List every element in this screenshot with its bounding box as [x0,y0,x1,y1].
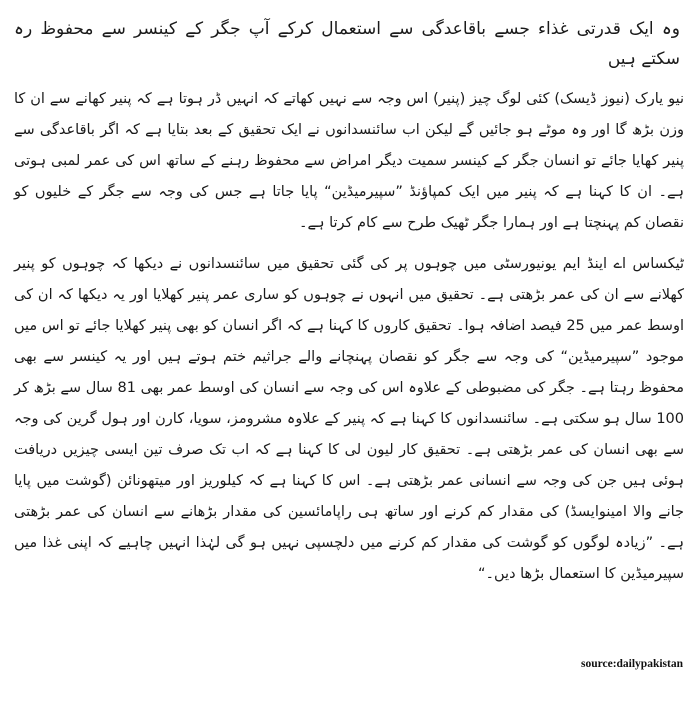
article-paragraph-2: ٹیکساس اے اینڈ ایم یونیورسٹی میں چوہوں پر کی گئی تحقیق میں سائنسدانوں نے دیکھا کہ چوہوں کو پنیر کھلانے سے ان کی عمر بڑھتی ہے۔ تحقیق میں انہوں نے چوہوں کو ساری عمر پنیر کھلایا اور یہ دیکھا کہ ان کی اوسط عمر میں 25 فیصد اضافہ ہوا۔ تحقیق کاروں کا کہنا ہے کہ اگر انسان کو بھی پنیر کھلایا جائے تو اس میں موجود ”سپیرمیڈین“ کی وجہ سے جگر کو نقصان پہنچانے والے جراثیم ختم ہوتے ہیں اور یہ کینسر سے بھی محفوظ رہتا ہے۔ جگر کی مضبوطی کے علاوہ اس کی وجہ سے انسان کی اوسط عمر بھی 81 سال سے بڑھ کر 100 سال ہو سکتی ہے۔ سائنسدانوں کا کہنا ہے کہ پنیر کے علاوہ مشرومز، سویا، کارن اور ہول گرین کی وجہ سے بھی انسان کی عمر بڑھتی ہے۔ تحقیق کار لیون لی کا کہنا ہے کہ اب تک صرف تین ایسی چیزیں دریافت ہوئی ہیں جن کی وجہ سے انسانی عمر بڑھتی ہے۔ اس کا کہنا ہے کہ کیلوریز اور میتھونائن (گوشت میں پایا جانے والا امینوایسڈ) کی مقدار کم کرنے اور ساتھ ہی راپامائسین کی مقدار بڑھانے سے انسان کی عمر بڑھتی ہے۔ ”زیادہ لوگوں کو گوشت کی مقدار کم کرنے میں دلچسپی نہیں ہو گی لہٰذا انہیں چاہیے کہ اپنی غذا میں سپیرمیڈین کا استعمال بڑھا دیں۔“ [14,256,685,582]
source-credit: source:dailypakistan [580,658,683,670]
article-paragraph-1: نیو یارک (نیوز ڈیسک) کئی لوگ چیز (پنیر) اس وجہ سے نہیں کھاتے کہ انہیں ڈر ہوتا ہے کہ پنیر کھانے سے ان کا وزن بڑھ گا اور وہ موٹے ہو جائیں گے لیکن اب سائنسدانوں نے ایک تحقیق کے بعد بتایا ہے کہ اگر باقاعدگی سے پنیر کھایا جائے تو انسان جگر کے کینسر سمیت دیگر امراض سے محفوظ رہنے کے ساتھ اس کی عمر لمبی ہوتی ہے۔ ان کا کہنا ہے کہ پنیر میں ایک کمپاؤنڈ ”سپیرمیڈین“ پایا جاتا ہے جس کی وجہ سے جگر کے خلیوں کو نقصان کم پہنچتا ہے اور ہمارا جگر ٹھیک طرح سے کام کرتا ہے۔ [14,91,684,231]
article [14,14,684,600]
article-headline: وہ ایک قدرتی غذاء جسے باقاعدگی سے استعمال کرکے آپ جگر کے کینسر سے محفوظ رہ سکتے ہیں [14,19,680,69]
